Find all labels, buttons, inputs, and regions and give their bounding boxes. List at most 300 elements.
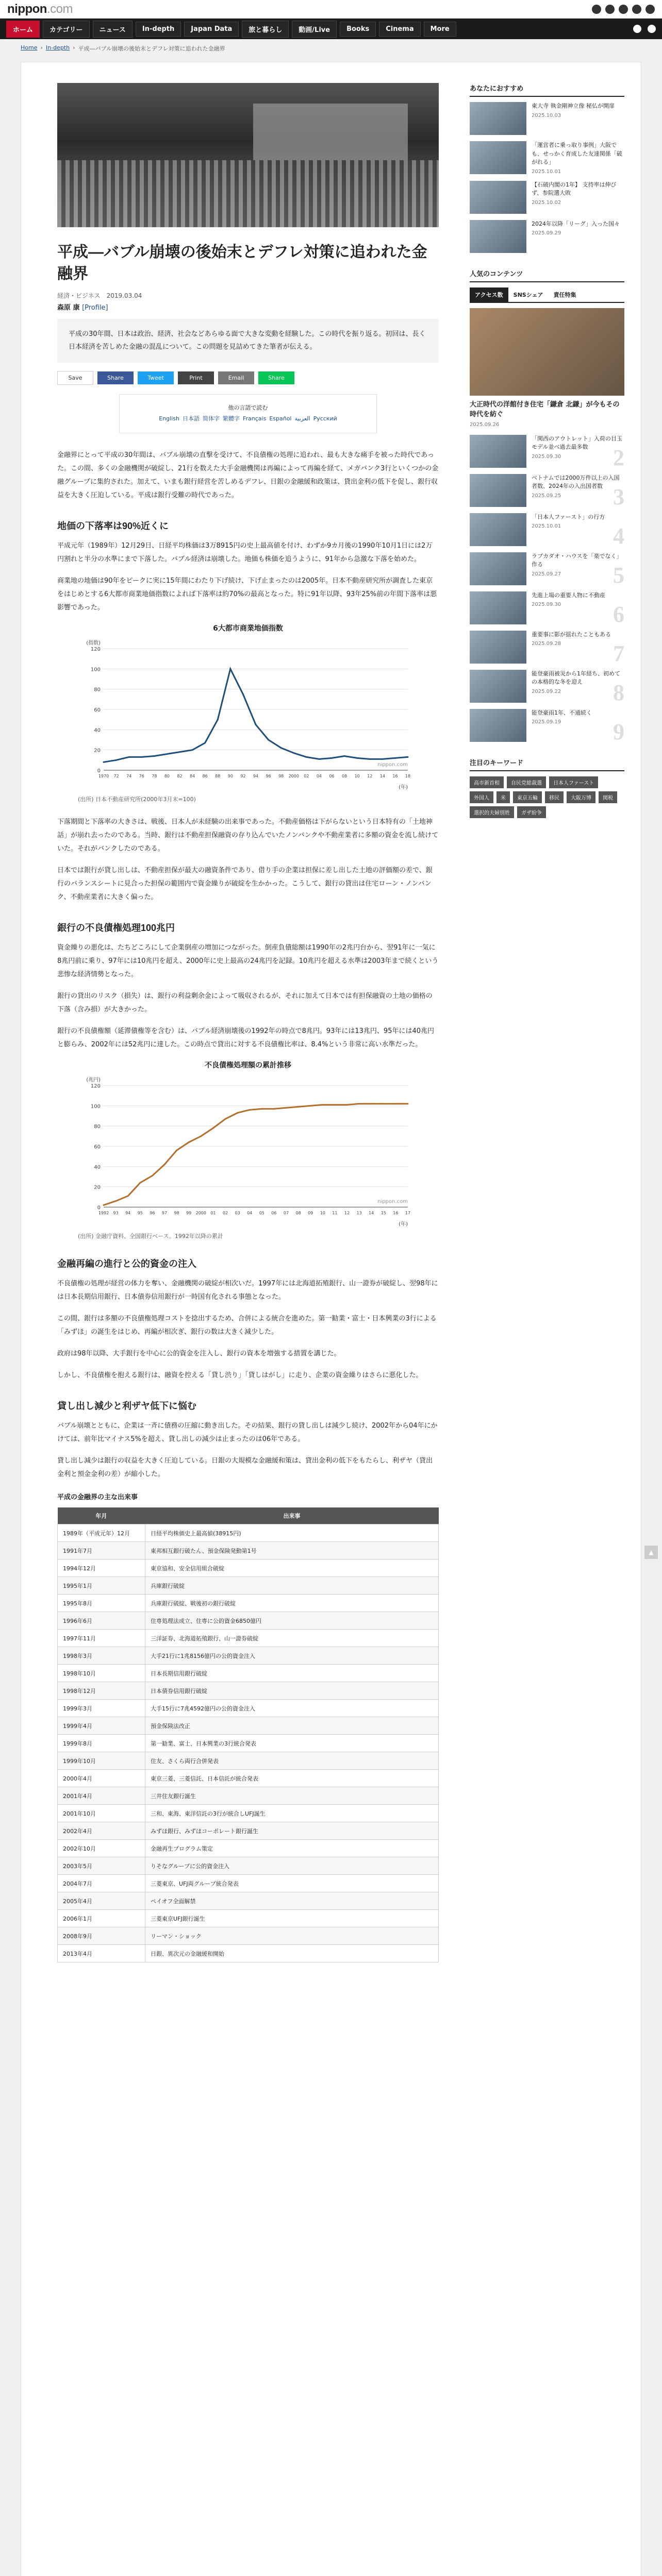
article-date: 2025.10.01: [532, 523, 561, 529]
section-title: 人気のコンテンツ: [470, 268, 624, 282]
social-icon[interactable]: [605, 5, 615, 14]
x-tick-label: 94: [253, 774, 259, 779]
article: [57, 83, 439, 1962]
data-point: [139, 1182, 141, 1183]
table-cell: 東京協和、安全信用組合破綻: [145, 1560, 439, 1577]
article-link[interactable]: 「関西のアウトレット」入荷の目玉モデル並べ過去最多数: [532, 435, 622, 450]
data-point: [297, 1106, 299, 1108]
x-tick-label: 2000: [195, 1211, 206, 1216]
data-point: [204, 742, 206, 744]
table-row: [58, 1735, 439, 1752]
table-cell: 預金保険法改正: [145, 1717, 439, 1735]
article-date: 2025.09.27: [532, 571, 561, 577]
search-icon[interactable]: [633, 25, 641, 33]
data-point: [382, 758, 383, 760]
site-logo[interactable]: nippon.com: [7, 2, 73, 16]
nav-japan-data[interactable]: Japan Data: [184, 22, 239, 37]
data-point: [179, 751, 180, 753]
paragraph: しかし、不良債権を抱える銀行は、融資を控える「貸し渋り」「貸しはがし」に走り、企業の資金繰りはさらに悪化した。: [57, 1371, 423, 1380]
table-caption: 平成の金融界の主な出来事: [57, 1494, 138, 1502]
article-thumbnail: [470, 709, 526, 742]
data-point: [383, 1103, 384, 1105]
nav-video[interactable]: 動画/Live: [292, 21, 337, 38]
social-icon[interactable]: [619, 5, 628, 14]
table-cell: 1994年12月: [58, 1560, 145, 1577]
article-date: 2025.10.02: [532, 199, 561, 206]
data-point: [188, 1142, 190, 1143]
table-header: 年月: [58, 1507, 145, 1524]
chart-land-price: [78, 623, 418, 803]
share-button[interactable]: Email: [218, 371, 254, 384]
chart-credit: nippon.com: [377, 762, 408, 768]
author-profile-link[interactable]: [Profile]: [82, 304, 108, 312]
article-date: 2025.09.30: [532, 602, 561, 607]
y-axis-label: (兆円): [86, 1077, 101, 1083]
x-tick-label: 97: [161, 1211, 168, 1216]
x-tick-label: 94: [125, 1211, 131, 1216]
data-point: [407, 1103, 409, 1105]
sidebar-article[interactable]: [470, 513, 624, 549]
breadcrumb-home[interactable]: Home: [21, 44, 38, 51]
data-point: [242, 693, 244, 695]
keyword-tag[interactable]: ガザ紛争: [517, 806, 546, 818]
share-button[interactable]: Print: [178, 371, 214, 384]
paragraph: 銀行の不良債権額（延滞債権等を含む）は、バブル経済崩壊後の1992年の時点で8兆円。93年には13兆円、95年には40兆円と膨らみ、2002年には52兆円に達した。この時点で貸出に対する不良債権比率は、8.4%という非常に高い水準だった。: [57, 1027, 435, 1049]
scroll-top-button[interactable]: ▲: [644, 1546, 658, 1559]
paragraph: バブル崩壊とともに、企業は一斉に債務の圧縮に動き出した。その結果、銀行の貸し出しは減少し続け、2002年から04年にかけては、前年比マイナス5%を超え、貸し出しの減少は止まったのは06年である。: [57, 1422, 438, 1444]
sidebar-article[interactable]: [470, 670, 624, 703]
x-tick-label: 95: [137, 1211, 143, 1216]
table-row: [58, 1840, 439, 1857]
rank-number: 2: [613, 445, 624, 470]
chart-bad-loans: [78, 1060, 418, 1240]
x-tick-label: 2000: [288, 774, 299, 779]
data-point: [229, 668, 231, 670]
article-link[interactable]: 「運営者に乗っ取り事例」大阪でも、せっかく育成した友達関係「破がれる」: [532, 142, 622, 165]
keyword-tag[interactable]: 米: [496, 791, 510, 803]
sidebar-article[interactable]: [470, 591, 624, 627]
keyword-tag[interactable]: 外国人: [470, 791, 493, 803]
data-point: [395, 1103, 396, 1105]
data-point: [293, 752, 294, 754]
y-tick-label: 0: [97, 1205, 101, 1211]
sidebar-article[interactable]: [470, 435, 624, 468]
data-point: [268, 739, 269, 741]
article-link[interactable]: ベトナムでは2000万件以上の入国者数、2024年の入出国者数: [532, 474, 620, 489]
featured-title[interactable]: 大正時代の洋館付き住宅「鎌倉 北鎌」が今もその時代を紡ぐ: [470, 400, 620, 418]
sidebar-article[interactable]: [470, 474, 624, 510]
article-date: 2025.09.30: [532, 453, 561, 460]
table-row: [58, 1665, 439, 1682]
x-tick-label: 06: [271, 1211, 277, 1216]
table-row: [58, 1700, 439, 1717]
table-cell: 日本債券信用銀行破綻: [145, 1682, 439, 1700]
data-point: [115, 759, 117, 761]
table-row: [58, 1822, 439, 1840]
x-tick-label: 74: [126, 774, 132, 779]
table-cell: 日銀、異次元の金融緩和開始: [145, 1945, 439, 1962]
breadcrumb: Home › In-depth › 平成―バブル崩壊の後始末とデフレ対策に追われた金融界: [0, 39, 662, 58]
share-button[interactable]: Share: [97, 371, 134, 384]
x-tick-label: 09: [308, 1211, 313, 1216]
paragraph: 下落期間と下落率の大きさは、戦後、日本人が未経験の出来事であった。不動産価格は下がらないという日本特有の「土地神話」が崩れ去ったのである。当時、銀行は不動産担保融資の存り込んでいたノンバンクや不動産業者に多額の資金を流し続けていた。それがバンクしたのである。: [57, 818, 439, 853]
popular-section: [470, 268, 624, 742]
x-tick-label: 88: [215, 774, 221, 779]
data-point: [152, 1175, 153, 1177]
language-link[interactable]: 繁體字: [222, 415, 240, 422]
table-row: [58, 1595, 439, 1612]
keyword-tag[interactable]: 移民: [545, 791, 564, 803]
data-point: [407, 756, 409, 758]
language-link[interactable]: English: [159, 415, 179, 422]
table-cell: 2001年10月: [58, 1805, 145, 1822]
table-cell: みずほ銀行、みずほコーポレート銀行誕生: [145, 1822, 439, 1840]
table-cell: 兵庫銀行破綻、戦後初の銀行破綻: [145, 1595, 439, 1612]
data-point: [331, 757, 333, 759]
x-tick-label: 72: [113, 774, 119, 779]
social-icon[interactable]: [592, 5, 601, 14]
y-tick-label: 100: [90, 1104, 101, 1110]
sidebar-article[interactable]: [470, 631, 624, 664]
nav-cinema[interactable]: Cinema: [379, 22, 420, 37]
x-tick-label: 02: [304, 774, 309, 779]
table-row: [58, 1752, 439, 1770]
top-icons: [592, 5, 655, 14]
article-link[interactable]: 能登豪雨被災から1年経ち、初めての本格的な冬を迎え: [532, 670, 620, 685]
article-date: 2025.10.01: [532, 168, 561, 175]
table-cell: 第一勧業、富士、日本興業の3行統合発表: [145, 1735, 439, 1752]
breadcrumb-current: 平成―バブル崩壊の後始末とデフレ対策に追われた金融界: [78, 45, 225, 52]
table-cell: 1998年3月: [58, 1647, 145, 1665]
article-date: 2025.09.25: [532, 493, 561, 499]
sidebar-article[interactable]: [470, 181, 624, 214]
chart-land-price-svg: [78, 636, 418, 791]
table-row: [58, 1927, 439, 1945]
paragraph: 資金繰りの悪化は、たちどころにして企業倒産の増加につながった。倒産負債総額は1990年の2兆円台から、翌91年に一気に8兆円前に乗り、97年には10兆円を超え、2000年に史上最高の24兆円を記録。10兆円を超える水準は2003年まで続くという悲惨な経済情勢となった。: [57, 944, 439, 979]
y-tick-label: 20: [94, 1184, 101, 1191]
data-point: [358, 1103, 360, 1105]
data-point: [192, 749, 193, 751]
x-tick-label: 76: [139, 774, 144, 779]
table-cell: 2004年7月: [58, 1875, 145, 1892]
article-date: 2025.09.28: [532, 641, 561, 647]
keyword-tag[interactable]: 選択的夫婦別姓: [470, 806, 514, 818]
nav-in-depth[interactable]: In-depth: [136, 22, 181, 37]
table-header: 出来事: [145, 1507, 439, 1524]
section-heading: 銀行の不良債権処理100兆円: [57, 923, 175, 934]
chart-bad-loans-svg: [78, 1073, 418, 1228]
section-title: 注目のキーワード: [470, 757, 624, 771]
data-point: [322, 1104, 323, 1106]
table-cell: 兵庫銀行破綻: [145, 1577, 439, 1595]
table-cell: 大手15行に7兆4592億円の公的資金注入: [145, 1700, 439, 1717]
x-tick-label: 11: [332, 1211, 338, 1216]
table-cell: 1997年11月: [58, 1630, 145, 1647]
article-link[interactable]: 東大寺 執金剛神立像 秘仏が開扉: [532, 103, 615, 109]
tab-special[interactable]: 責任特集: [553, 291, 576, 298]
language-link[interactable]: Русский: [313, 415, 337, 422]
share-button[interactable]: Save: [57, 371, 93, 385]
table-cell: 1998年10月: [58, 1665, 145, 1682]
x-tick-label: 04: [316, 774, 322, 779]
chart-caption: (出所) 金融庁資料、全国銀行ベース。1992年以降の累計: [78, 1233, 223, 1240]
series-line: [104, 1104, 408, 1206]
nav-category[interactable]: カテゴリー: [43, 21, 89, 38]
article-date: 2025.09.29: [532, 230, 561, 236]
share-button[interactable]: Tweet: [138, 371, 174, 384]
data-point: [217, 719, 219, 720]
data-point: [356, 757, 358, 759]
table-cell: 1989年（平成元年）12月: [58, 1524, 145, 1542]
x-tick-label: 1992: [98, 1211, 109, 1216]
x-tick-label: 96: [266, 774, 271, 779]
tab-sns[interactable]: SNSシェア: [513, 291, 543, 298]
x-tick-label: 86: [202, 774, 208, 779]
table-cell: 大手21行に1兆8156億円の公的資金注入: [145, 1647, 439, 1665]
keyword-tag[interactable]: 関税: [599, 791, 617, 803]
article-link[interactable]: 「日本人ファースト」の行方: [532, 513, 605, 520]
article-link[interactable]: 重要事に影が揺れたこともある: [532, 631, 611, 638]
x-tick-label: 82: [177, 774, 183, 779]
table-cell: 2001年4月: [58, 1787, 145, 1805]
sidebar-article[interactable]: [470, 102, 624, 135]
nav-more[interactable]: More: [424, 22, 456, 37]
data-point: [249, 1109, 251, 1111]
x-tick-label: 80: [164, 774, 170, 779]
tab-access[interactable]: アクセス数: [470, 287, 508, 302]
table-row: [58, 1910, 439, 1927]
breadcrumb-in-depth[interactable]: In-depth: [45, 44, 70, 51]
language-link[interactable]: 简体字: [202, 415, 220, 422]
paragraph: 貸し出し減少は銀行の収益を大きく圧迫している。日銀の大規模な金融緩和策は、貸出金利の低下をもたらし、利ザヤ（貸出金利と預金金利の差）が縮小した。: [57, 1457, 433, 1479]
table-row: [58, 1717, 439, 1735]
table-cell: 金融再生プログラム策定: [145, 1840, 439, 1857]
data-point: [334, 1104, 336, 1106]
y-tick-label: 40: [94, 727, 101, 734]
data-point: [237, 1112, 238, 1114]
table-cell: 東邦相互銀行破たん、預金保険発動第1号: [145, 1542, 439, 1560]
x-tick-label: 12: [344, 1211, 350, 1216]
table-cell: 1999年4月: [58, 1717, 145, 1735]
data-point: [371, 1103, 372, 1105]
table-cell: 2002年10月: [58, 1840, 145, 1857]
y-tick-label: 60: [94, 707, 101, 714]
data-point: [280, 747, 282, 749]
paragraph: 政府は98年以降、大手銀行を中心に公的資金を注入し、銀行の資本を増強する措置を講じた。: [57, 1350, 341, 1358]
keyword-section: [470, 757, 624, 818]
y-tick-label: 80: [94, 1124, 101, 1130]
y-tick-label: 120: [90, 647, 101, 653]
data-point: [346, 1104, 348, 1106]
y-tick-label: 40: [94, 1164, 101, 1171]
keyword-tag[interactable]: 高市新首相: [470, 776, 504, 788]
x-tick-label: 93: [113, 1211, 119, 1216]
table-cell: 1999年3月: [58, 1700, 145, 1717]
article-thumbnail: [470, 102, 526, 135]
article-date: 2025.09.22: [532, 688, 561, 694]
x-tick-label: 98: [174, 1211, 179, 1216]
x-tick-label: 13: [356, 1211, 362, 1216]
table-cell: 三菱東京UFJ銀行誕生: [145, 1910, 439, 1927]
table-cell: 三洋証券、北海道拓殖銀行、山一證券破綻: [145, 1630, 439, 1647]
keyword-tag[interactable]: 自民党総裁選: [507, 776, 546, 788]
data-point: [127, 1195, 129, 1197]
table-cell: 2013年4月: [58, 1945, 145, 1962]
chart-caption: (出所) 日本不動産研究所(2000年3月末=100): [78, 796, 196, 803]
x-tick-label: 03: [235, 1211, 240, 1216]
data-point: [255, 724, 257, 725]
table-cell: 1995年1月: [58, 1577, 145, 1595]
chart-title: 不良債権処理額の累計推移: [205, 1061, 291, 1070]
language-box: [119, 394, 377, 433]
y-tick-label: 120: [90, 1083, 101, 1090]
table-row: [58, 1630, 439, 1647]
data-point: [176, 1150, 177, 1151]
share-bar: [57, 371, 439, 385]
data-point: [128, 756, 130, 758]
x-tick-label: 18: [405, 774, 411, 779]
nav-home[interactable]: ホーム: [6, 21, 40, 38]
main-nav: [0, 19, 662, 39]
chart-title: 6大都市商業地価指数: [213, 624, 283, 633]
menu-icon[interactable]: [648, 25, 656, 33]
data-point: [164, 1164, 166, 1165]
rank-number: 6: [613, 601, 624, 627]
x-tick-label: 78: [152, 774, 157, 779]
article-thumbnail: [470, 435, 526, 468]
x-tick-label: 16: [393, 1211, 399, 1216]
data-point: [310, 1105, 311, 1107]
recommend-section: [470, 83, 624, 253]
article-thumbnail: [470, 220, 526, 253]
article-link[interactable]: 能登豪雨1年、不通続く: [532, 709, 592, 716]
x-tick-label: 07: [283, 1211, 289, 1216]
table-row: [58, 1647, 439, 1665]
rank-number: 4: [613, 523, 624, 549]
language-link[interactable]: 日本語: [182, 415, 200, 422]
table-cell: 1999年10月: [58, 1752, 145, 1770]
table-row: [58, 1945, 439, 1962]
x-tick-label: 14: [369, 1211, 374, 1216]
x-tick-label: 98: [278, 774, 284, 779]
nav-books[interactable]: Books: [340, 22, 376, 37]
table-row: [58, 1857, 439, 1875]
nav-travel[interactable]: 旅と暮らし: [242, 21, 289, 38]
rank-number: 9: [613, 719, 624, 744]
x-tick-label: 96: [150, 1211, 155, 1216]
article-thumbnail: [470, 513, 526, 546]
rank-number: 3: [613, 484, 624, 510]
featured-image[interactable]: [470, 308, 624, 396]
article-meta: 経済・ビジネス 2019.03.04: [57, 292, 142, 299]
article-thumbnail: [470, 591, 526, 624]
keyword-list: [470, 776, 624, 818]
nav-news[interactable]: ニュース: [93, 21, 133, 38]
article-thumbnail: [470, 552, 526, 585]
table-cell: 1991年7月: [58, 1542, 145, 1560]
language-list: [128, 414, 368, 425]
table-row: [58, 1770, 439, 1787]
x-tick-label: 02: [222, 1211, 228, 1216]
rank-number: 5: [613, 562, 624, 588]
x-tick-label: 12: [367, 774, 373, 779]
popular-tabs: [470, 287, 624, 303]
paragraph: 商業地の地価は90年をピークに実に15年間にわたり下げ続け、下げ止まったのは2005年。日本不動産研究所が調査した東京をはじめとする6大都市商業地価指数によれば下落率は約70%の最高となった。特に91年以降、93年25%前の年間下落率は悪影響であった。: [57, 577, 437, 612]
paragraph: 銀行の貸出のリスク（損失）は、銀行の利益剰余金によって吸収されるが、それに加えて日本では有担保融資の土地の価格の下落（含み損）が大きかった。: [57, 992, 433, 1014]
article-link[interactable]: 先進上場の重要人物に不動産: [532, 591, 605, 599]
sidebar-article[interactable]: [470, 552, 624, 588]
table-row: [58, 1524, 439, 1542]
table-cell: 三和、東海、東洋信託の3行が統合しUFJ誕生: [145, 1805, 439, 1822]
keyword-tag[interactable]: 大阪万博: [567, 791, 595, 803]
paragraph: 日本では銀行が貸し出しは、不動産担保が最大の融資条件であり、借り手の企業は担保に差し出した土地の評価額の差で、銀行のバランスシートに見合った担保の範囲内で資金繰りが破綻を生かかった。こうして、銀行の貸出は住宅ローン・ノンバンク、不動産業者に大きく偏った。: [57, 867, 433, 902]
data-point: [344, 755, 345, 757]
social-icon[interactable]: [632, 5, 641, 14]
data-point: [212, 1127, 214, 1129]
table-cell: 2000年4月: [58, 1770, 145, 1787]
table-cell: 2002年4月: [58, 1822, 145, 1840]
table-cell: 日本長期信用銀行破綻: [145, 1665, 439, 1682]
x-tick-label: 01: [210, 1211, 216, 1216]
article-link[interactable]: 2024年以降「リーグ」入った国々: [532, 220, 620, 227]
table-cell: 2003年5月: [58, 1857, 145, 1875]
x-tick-label: 10: [354, 774, 360, 779]
data-point: [286, 1107, 287, 1109]
section-title: あなたにおすすめ: [470, 83, 624, 97]
x-tick-label: 17: [405, 1211, 411, 1216]
paragraph: この間、銀行は多額の不良債権処理コストを捻出するため、合併による統合を進めた。第一勧業・富士・日本興業の3行による「みずほ」の誕生をはじめ、再編が相次ぎ、銀行の数は大きく減少した。: [57, 1315, 437, 1336]
article-link[interactable]: 【石破内閣の1年】 支持率は伸びず、参院選大敗: [532, 181, 617, 196]
keyword-tag[interactable]: 日本人ファースト: [549, 776, 598, 788]
data-point: [394, 757, 396, 759]
article-author: 森原 康 [Profile]: [57, 304, 108, 312]
section-heading: 貸し出し減少と利ザヤ低下に悩む: [57, 1401, 196, 1412]
table-cell: 2006年1月: [58, 1910, 145, 1927]
article-date: 2025.10.03: [532, 112, 561, 118]
hero-image: [57, 83, 439, 227]
language-link[interactable]: Français: [242, 415, 267, 422]
keyword-tag[interactable]: 東京五輪: [513, 791, 542, 803]
article-link[interactable]: ラブカダオ・ハウスを「楽でなく」作る: [532, 552, 622, 568]
x-axis-label: (年): [399, 785, 408, 791]
x-tick-label: 99: [186, 1211, 192, 1216]
table-row: [58, 1805, 439, 1822]
language-link[interactable]: العربية: [294, 415, 310, 422]
x-tick-label: 92: [240, 774, 246, 779]
x-tick-label: 10: [320, 1211, 325, 1216]
table-row: [58, 1612, 439, 1630]
sidebar-article[interactable]: [470, 141, 624, 175]
data-point: [103, 761, 105, 763]
share-button[interactable]: Share: [258, 371, 294, 384]
table-cell: 三菱東京、UFJ両グループ統合発表: [145, 1875, 439, 1892]
data-point: [200, 1136, 202, 1137]
language-link[interactable]: Español: [269, 415, 292, 422]
data-point: [115, 1200, 117, 1202]
social-icon[interactable]: [646, 5, 655, 14]
section-heading: 地価の下落率は90%近くに: [57, 521, 169, 532]
table-row: [58, 1875, 439, 1892]
table-cell: 住友、さくら両行合併発表: [145, 1752, 439, 1770]
data-point: [261, 1108, 262, 1110]
chart-credit: nippon.com: [377, 1199, 408, 1205]
content-wrapper: [21, 62, 641, 2576]
paragraph: 平成元年（1989年）12月29日、日経平均株価は3万8915円の史上最高値を付け、わずか9カ月後の1990年10月1日には2万円割れと半分の水準にまで下落した。バブル経済は崩壊した。地価も株価を追うように、91年から急激な下落を始めた。: [57, 542, 433, 564]
data-point: [369, 758, 371, 760]
article-lead: 平成の30年間、日本は政治、経済、社会などあらゆる面で大きな変動を経験した。この時代を振り返る。初回は、長く日本経済を苦しめた金融の混乱について。この問題を見詰めてきた筆者が伝える。: [57, 319, 439, 363]
sidebar-article[interactable]: [470, 709, 624, 742]
sidebar-article[interactable]: [470, 220, 624, 253]
